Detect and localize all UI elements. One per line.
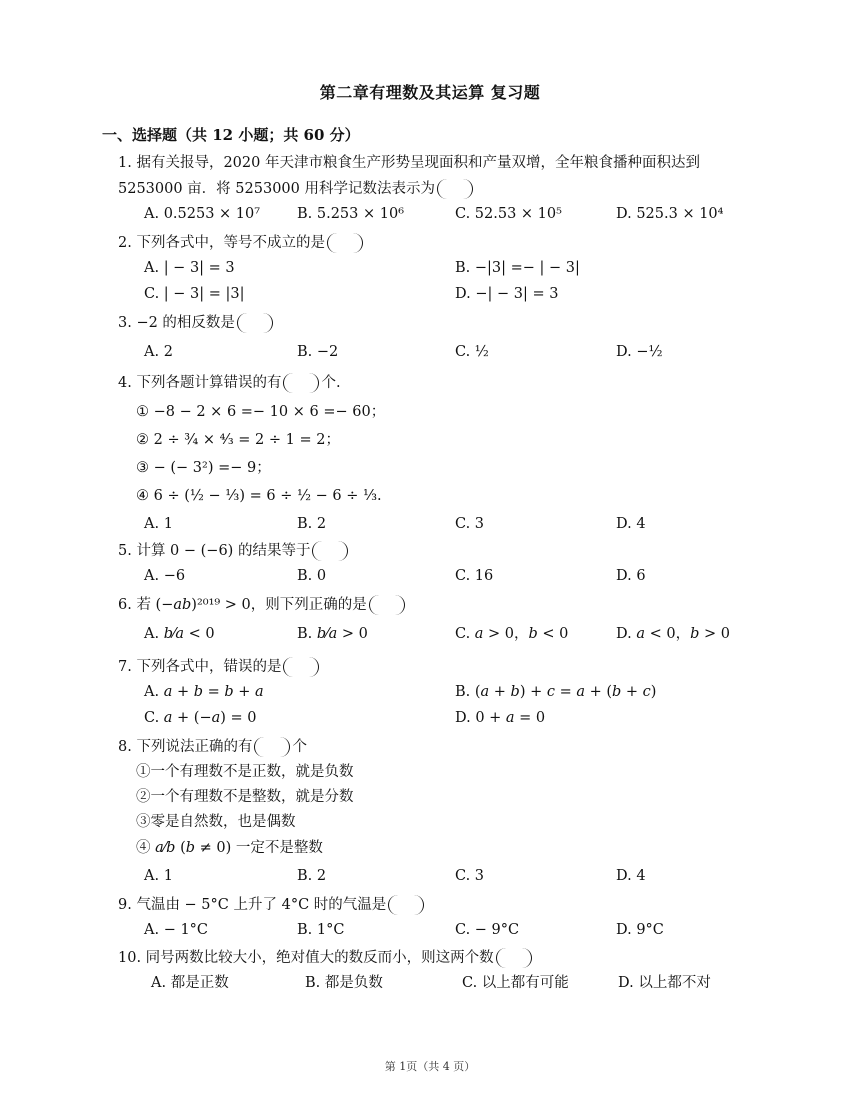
page-title: 第二章有理数及其运算 复习题	[319, 83, 541, 102]
q5-option-a: A. −6	[144, 568, 186, 584]
question-3-stem: 3. −2 的相反数是	[118, 315, 235, 331]
q7-option-d: D. 0 + 𝑎 = 0	[455, 710, 546, 726]
q3-option-b: B. −2	[297, 344, 339, 360]
answer-blank	[327, 233, 363, 253]
q10-option-a: A. 都是正数	[151, 975, 229, 991]
answer-blank	[437, 179, 473, 199]
q10-option-b: B. 都是负数	[305, 975, 383, 991]
q4-item-2: ② 2 ÷ ¾ × ⁴⁄₃ = 2 ÷ 1 = 2；	[136, 432, 340, 448]
q4-option-d: D. 4	[616, 516, 646, 532]
q10-option-c: C. 以上都有可能	[462, 975, 569, 991]
answer-blank	[312, 541, 348, 561]
q6-option-d: D. 𝑎 < 0，𝑏 > 0	[616, 626, 730, 642]
question-8	[118, 734, 307, 760]
question-5-stem: 5. 计算 0 − (−6) 的结果等于	[118, 543, 311, 559]
question-8-stem: 8. 下列说法正确的有	[118, 739, 253, 755]
question-4	[118, 370, 341, 396]
q3-option-d: D. −½	[616, 344, 663, 360]
section-heading: 一、选择题（共 12 小题；共 60 分）	[102, 126, 360, 144]
q4-option-c: C. 3	[455, 516, 485, 532]
q10-option-d: D. 以上都不对	[618, 975, 711, 991]
q1-option-b: B. 5.253 × 10⁶	[297, 206, 405, 222]
question-6-stem: 6. 若 (−𝑎𝑏)²⁰¹⁹ > 0，则下列正确的是	[118, 597, 367, 613]
q8-item-1: ①一个有理数不是正数，就是负数	[136, 764, 354, 780]
q8-option-c: C. 3	[455, 868, 485, 884]
q9-option-a: A. − 1°C	[144, 922, 209, 938]
q7-option-b: B. (𝑎 + 𝑏) + 𝑐 = 𝑎 + (𝑏 + 𝑐)	[455, 684, 657, 700]
question-1-line-2	[118, 176, 475, 202]
answer-blank	[283, 373, 319, 393]
q5-option-c: C. 16	[455, 568, 494, 584]
q1-option-a: A. 0.5253 × 10⁷	[144, 206, 261, 222]
question-8-stem-end: 个	[292, 739, 307, 755]
answer-blank	[283, 657, 319, 677]
answer-blank	[237, 313, 273, 333]
q2-option-a: A. | − 3| = 3	[144, 260, 235, 276]
q3-option-c: C. ½	[455, 344, 489, 360]
question-1-line-1: 1. 据有关报导，2020 年天津市粮食生产形势呈现面积和产量双增，全年粮食播种面积达到	[118, 155, 700, 171]
q5-option-d: D. 6	[616, 568, 646, 584]
q4-item-1: ① −8 − 2 × 6 =− 10 × 6 =− 60；	[136, 404, 386, 420]
answer-blank	[388, 895, 424, 915]
q8-option-a: A. 1	[144, 868, 173, 884]
question-10	[118, 945, 534, 971]
q7-option-a: A. 𝑎 + 𝑏 = 𝑏 + 𝑎	[144, 684, 264, 700]
q9-option-b: B. 1°C	[297, 922, 345, 938]
question-10-stem: 10. 同号两数比较大小，绝对值大的数反而小，则这两个数	[118, 950, 494, 966]
question-4-stem-end: 个.	[321, 375, 341, 391]
q8-option-b: B. 2	[297, 868, 327, 884]
q8-item-4: ④ 𝑎⁄𝑏 (𝑏 ≠ 0) 一定不是整数	[136, 840, 323, 856]
q2-option-c: C. | − 3| = |3|	[144, 286, 245, 302]
q3-option-a: A. 2	[144, 344, 173, 360]
answer-blank	[369, 595, 405, 615]
q6-option-c: C. 𝑎 > 0，𝑏 < 0	[455, 626, 569, 642]
q1-option-d: D. 525.3 × 10⁴	[616, 206, 724, 222]
answer-blank	[496, 948, 532, 968]
q2-option-d: D. −| − 3| = 3	[455, 286, 559, 302]
page-footer: 第 1页（共 4 页）	[384, 1060, 476, 1073]
q6-option-b: B. 𝑏⁄𝑎 > 0	[297, 626, 368, 642]
q5-option-b: B. 0	[297, 568, 327, 584]
q4-option-b: B. 2	[297, 516, 327, 532]
q4-item-3: ③ − (− 3²) =− 9；	[136, 460, 271, 476]
q1-option-c: C. 52.53 × 10⁵	[455, 206, 562, 222]
question-2	[118, 230, 365, 256]
q7-option-c: C. 𝑎 + (−𝑎) = 0	[144, 710, 257, 726]
question-1-stem: 5253000 亩．将 5253000 用科学记数法表示为	[118, 181, 435, 197]
question-7	[118, 654, 321, 680]
question-7-stem: 7. 下列各式中，错误的是	[118, 659, 282, 675]
q9-option-d: D. 9°C	[616, 922, 664, 938]
question-6	[118, 592, 407, 618]
q9-option-c: C. − 9°C	[455, 922, 520, 938]
q6-option-a: A. 𝑏⁄𝑎 < 0	[144, 626, 215, 642]
question-9-stem: 9. 气温由 − 5°C 上升了 4°C 时的气温是	[118, 897, 387, 913]
question-9	[118, 892, 426, 918]
q8-option-d: D. 4	[616, 868, 646, 884]
answer-blank	[254, 737, 290, 757]
q2-option-b: B. −|3| =− | − 3|	[455, 260, 580, 276]
q4-item-4: ④ 6 ÷ (½ − ⅓) = 6 ÷ ½ − 6 ÷ ⅓.	[136, 488, 382, 504]
q8-item-3: ③零是自然数，也是偶数	[136, 814, 296, 830]
question-5	[118, 538, 350, 564]
q8-item-2: ②一个有理数不是整数，就是分数	[136, 789, 354, 805]
question-2-stem: 2. 下列各式中，等号不成立的是	[118, 235, 325, 251]
q4-option-a: A. 1	[144, 516, 173, 532]
question-4-stem: 4. 下列各题计算错误的有	[118, 375, 282, 391]
question-3	[118, 310, 275, 336]
